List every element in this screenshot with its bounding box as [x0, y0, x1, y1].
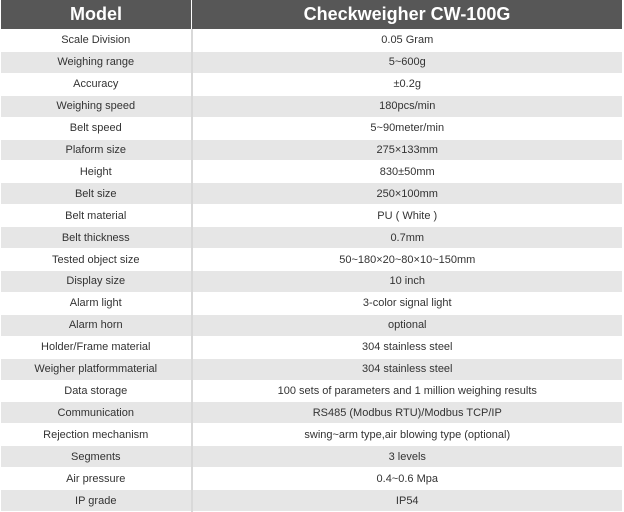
spec-label: Data storage: [1, 380, 192, 402]
spec-value: 250×100mm: [192, 183, 623, 205]
spec-label: Belt speed: [1, 117, 192, 139]
spec-label: Rejection mechanism: [1, 424, 192, 446]
spec-label: Air pressure: [1, 468, 192, 490]
spec-label: Height: [1, 161, 192, 183]
spec-value: swing~arm type,air blowing type (optional): [192, 424, 623, 446]
table-row: [1, 30, 623, 52]
spec-value: 50~180×20~80×10~150mm: [192, 249, 623, 271]
spec-value: 0.4~0.6 Mpa: [192, 468, 623, 490]
spec-value: 180pcs/min: [192, 95, 623, 117]
spec-value: 3-color signal light: [192, 292, 623, 314]
spec-label: Alarm light: [1, 292, 192, 314]
spec-label: Accuracy: [1, 73, 192, 95]
table-row: [1, 205, 623, 227]
spec-value: RS485 (Modbus RTU)/Modbus TCP/IP: [192, 402, 623, 424]
header-model: Model: [1, 0, 192, 30]
spec-value: optional: [192, 314, 623, 336]
table-row: [1, 380, 623, 402]
table-row: [1, 227, 623, 249]
spec-value: 10 inch: [192, 270, 623, 292]
table-row: [1, 402, 623, 424]
table-row: [1, 73, 623, 95]
spec-label: Plaform size: [1, 139, 192, 161]
table-row: [1, 336, 623, 358]
table-row: [1, 95, 623, 117]
spec-value: ±0.2g: [192, 73, 623, 95]
table-row: [1, 292, 623, 314]
table-row: [1, 51, 623, 73]
spec-value: 3 levels: [192, 446, 623, 468]
spec-value: 275×133mm: [192, 139, 623, 161]
spec-label: Communication: [1, 402, 192, 424]
table-row: [1, 183, 623, 205]
table-row: [1, 424, 623, 446]
spec-value: 830±50mm: [192, 161, 623, 183]
header-product: Checkweigher CW-100G: [192, 0, 623, 30]
table-row: [1, 446, 623, 468]
spec-label: Belt material: [1, 205, 192, 227]
spec-value: IP54: [192, 490, 623, 512]
table-row: [1, 468, 623, 490]
spec-label: Weighing range: [1, 51, 192, 73]
spec-value: 304 stainless steel: [192, 358, 623, 380]
spec-value: PU ( White ): [192, 205, 623, 227]
spec-value: 0.05 Gram: [192, 30, 623, 52]
spec-label: Tested object size: [1, 249, 192, 271]
header-row: [1, 0, 623, 30]
spec-label: Display size: [1, 270, 192, 292]
spec-value: 304 stainless steel: [192, 336, 623, 358]
table-row: [1, 314, 623, 336]
spec-value: 100 sets of parameters and 1 million weighing results: [192, 380, 623, 402]
spec-label: Scale Division: [1, 30, 192, 52]
spec-label: Weighing speed: [1, 95, 192, 117]
spec-label: Holder/Frame material: [1, 336, 192, 358]
table-row: [1, 139, 623, 161]
spec-label: Belt size: [1, 183, 192, 205]
spec-value: 5~600g: [192, 51, 623, 73]
spec-label: Segments: [1, 446, 192, 468]
table-row: [1, 117, 623, 139]
spec-label: IP grade: [1, 490, 192, 512]
spec-value: 5~90meter/min: [192, 117, 623, 139]
spec-label: Alarm horn: [1, 314, 192, 336]
table-row: [1, 358, 623, 380]
table-row: [1, 490, 623, 512]
spec-label: Belt thickness: [1, 227, 192, 249]
spec-value: 0.7mm: [192, 227, 623, 249]
spec-label: Weigher platformmaterial: [1, 358, 192, 380]
table-row: [1, 161, 623, 183]
table-row: [1, 270, 623, 292]
table-row: [1, 249, 623, 271]
